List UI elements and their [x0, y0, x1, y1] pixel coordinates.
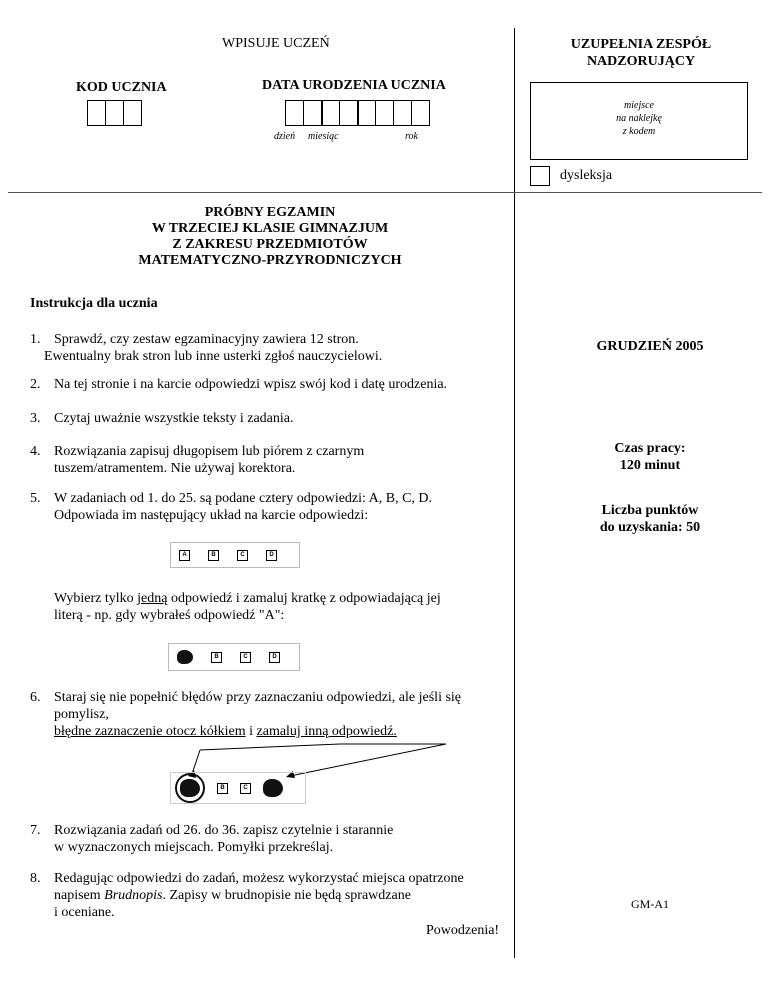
- date-cell[interactable]: [321, 100, 340, 126]
- answer-corrected-example: [170, 772, 306, 804]
- filled-answer-mark: [177, 650, 193, 664]
- answer-box-b: B: [208, 550, 219, 561]
- birth-date-boxes[interactable]: [286, 100, 430, 126]
- date-cell[interactable]: [303, 100, 322, 126]
- date-cell[interactable]: [393, 100, 412, 126]
- date-cell[interactable]: [357, 100, 376, 126]
- arrow-line: [290, 744, 446, 776]
- student-code-label: KOD UCZNIA: [76, 80, 167, 95]
- arrow-line: [192, 750, 200, 774]
- answer-layout-example: [170, 542, 300, 568]
- dyslexia-label: dysleksja: [560, 168, 613, 183]
- answer-box-c: C: [237, 550, 248, 561]
- instruction-item-5-continued: Wybierz tylko jedną odpowiedź i zamaluj kratkę z odpowiadającą jej literą - np. gdy wybrałeś odpowiedź "A":: [54, 591, 441, 623]
- exam-title: PRÓBNY EGZAMIN W TRZECIEJ KLASIE GIMNAZJUM Z ZAKRESU PRZEDMIOTÓW MATEMATYCZNO-PRZYRODNICZYCH: [138, 205, 402, 268]
- instruction-item-3: 3. Czytaj uważnie wszystkie teksty i zadania.: [30, 411, 294, 426]
- code-cell[interactable]: [123, 100, 142, 126]
- instruction-item-8: 8. Redagując odpowiedzi do zadań, możesz wykorzystać miejsca opatrzone napisem Brudnopis. Zapisy w brudnopisie nie będą sprawdzane i oceniane.: [30, 871, 464, 920]
- student-fills-label: WPISUJE UCZEŃ: [222, 36, 330, 51]
- answer-box-c: C: [240, 783, 251, 794]
- code-cell[interactable]: [105, 100, 124, 126]
- exam-date: GRUDZIEŃ 2005: [596, 339, 704, 354]
- good-luck-text: Powodzenia!: [426, 923, 500, 938]
- date-cell[interactable]: [411, 100, 430, 126]
- horizontal-divider: [8, 192, 762, 193]
- answer-box-b: B: [217, 783, 228, 794]
- answer-box-b: B: [211, 652, 222, 663]
- arrow-line: [200, 744, 340, 750]
- answer-box-d: D: [269, 652, 280, 663]
- instruction-item-6: 6. Staraj się nie popełnić błędów przy zaznaczaniu odpowiedzi, ale jeśli się pomylisz, błędne zaznaczenie otocz kółkiem i zamaluj inną odpowiedź.: [30, 690, 462, 739]
- supervisor-fills-label: UZUPEŁNIA ZESPÓŁ NADZORUJĄCY: [570, 37, 712, 69]
- exam-code: GM-A1: [631, 897, 669, 911]
- answer-marked-example: [168, 643, 300, 671]
- sticker-text: miejsce na naklejkę z kodem: [616, 100, 662, 137]
- answer-box-c: C: [240, 652, 251, 663]
- year-label: rok: [405, 131, 418, 142]
- instruction-item-5: 5. W zadaniach od 1. do 25. są podane cztery odpowiedzi: A, B, C, D. Odpowiada im następujący układ na karcie odpowiedzi:: [30, 491, 433, 523]
- dyslexia-checkbox[interactable]: [530, 166, 550, 186]
- work-time: Czas pracy: 120 minut: [614, 441, 686, 473]
- date-cell[interactable]: [375, 100, 394, 126]
- filled-answer-mark: [263, 779, 283, 797]
- date-cell[interactable]: [339, 100, 358, 126]
- circled-wrong-answer: [175, 773, 205, 803]
- date-cell[interactable]: [285, 100, 304, 126]
- answer-box-d: D: [266, 550, 277, 561]
- instructions-heading: Instrukcja dla ucznia: [30, 296, 158, 311]
- birth-date-label: DATA URODZENIA UCZNIA: [262, 78, 446, 93]
- instruction-item-2: 2. Na tej stronie i na karcie odpowiedzi wpisz swój kod i datę urodzenia.: [30, 377, 448, 392]
- max-points: Liczba punktów do uzyskania: 50: [599, 503, 701, 535]
- instruction-item-7: 7. Rozwiązania zadań od 26. do 36. zapisz czytelnie i starannie w wyznaczonych miejscach. Pomyłki przekreślaj.: [30, 823, 394, 855]
- sticker-placeholder: [530, 82, 748, 160]
- day-label: dzień: [274, 131, 296, 142]
- answer-box-a: A: [179, 550, 190, 561]
- vertical-divider: [514, 28, 515, 958]
- instruction-item-4: 4. Rozwiązania zapisuj długopisem lub piórem z czarnym tuszem/atramentem. Nie używaj korektora.: [30, 444, 365, 476]
- code-cell[interactable]: [87, 100, 106, 126]
- month-label: miesiąc: [308, 131, 339, 142]
- student-code-boxes[interactable]: [88, 100, 142, 126]
- instruction-item-1: 1. Sprawdź, czy zestaw egzaminacyjny zawiera 12 stron. Ewentualny brak stron lub inne usterki zgłoś nauczycielowi.: [30, 332, 383, 364]
